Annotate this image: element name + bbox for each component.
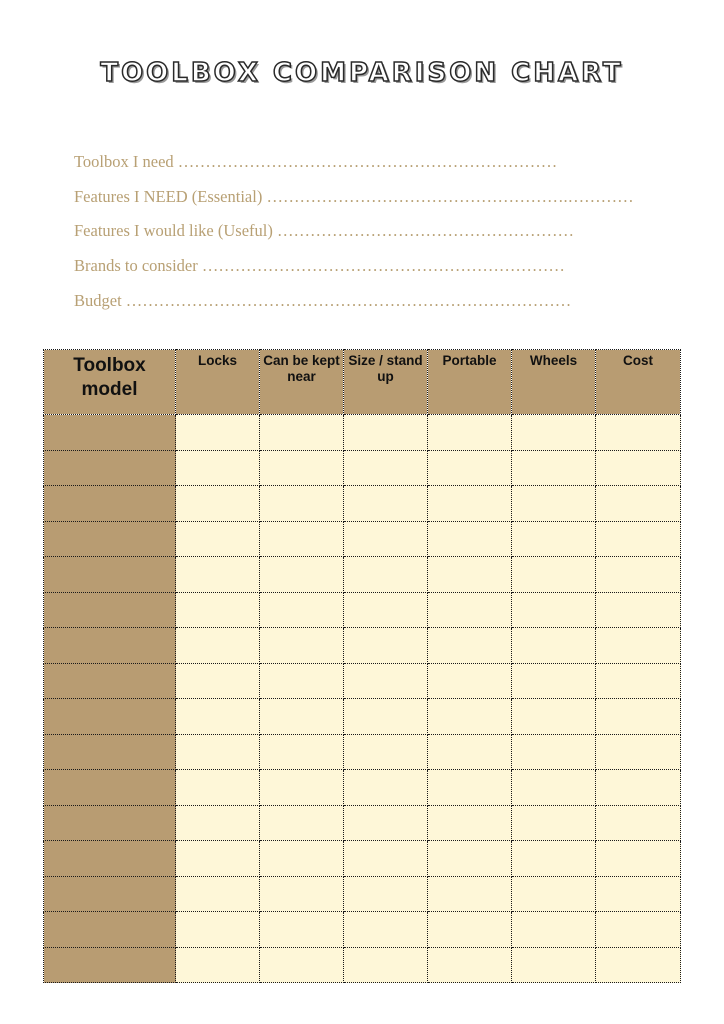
table-cell bbox=[428, 841, 512, 877]
table-cell bbox=[512, 415, 596, 451]
table-cell bbox=[428, 557, 512, 593]
table-cell bbox=[176, 770, 260, 806]
table-row bbox=[44, 805, 681, 841]
table-cell bbox=[512, 486, 596, 522]
field-label: Toolbox I need bbox=[74, 152, 174, 171]
field-budget bbox=[74, 289, 654, 324]
table-cell bbox=[344, 450, 428, 486]
field-label: Budget bbox=[74, 290, 122, 310]
table-cell bbox=[260, 592, 344, 628]
table-cell bbox=[176, 486, 260, 522]
table-cell bbox=[260, 557, 344, 593]
table-cell bbox=[344, 557, 428, 593]
table-cell bbox=[596, 734, 681, 770]
table-cell bbox=[512, 699, 596, 735]
field-fill-line: ………………………………………………………… bbox=[201, 256, 565, 276]
table-cell bbox=[596, 663, 681, 699]
table-cell bbox=[596, 415, 681, 451]
header-toolbox-model: Toolbox model bbox=[44, 350, 176, 415]
table-cell bbox=[344, 699, 428, 735]
table-cell bbox=[260, 770, 344, 806]
table-row bbox=[44, 557, 681, 593]
table-cell bbox=[260, 805, 344, 841]
table-cell bbox=[260, 521, 344, 557]
table-cell bbox=[344, 628, 428, 664]
table-row bbox=[44, 415, 681, 451]
table-cell bbox=[512, 912, 596, 948]
table-cell bbox=[176, 450, 260, 486]
requirements-fields bbox=[74, 150, 654, 323]
model-cell bbox=[44, 734, 176, 770]
table-cell bbox=[596, 805, 681, 841]
table-cell bbox=[428, 947, 512, 983]
table-cell bbox=[260, 947, 344, 983]
model-cell bbox=[44, 663, 176, 699]
table-cell bbox=[428, 415, 512, 451]
table-row bbox=[44, 841, 681, 877]
table-cell bbox=[260, 876, 344, 912]
table-cell bbox=[596, 486, 681, 522]
field-fill-line: ……………………………………………………………………… bbox=[125, 290, 572, 310]
header-can-be-kept-near: Can be kept near bbox=[260, 350, 344, 415]
table-cell bbox=[176, 628, 260, 664]
table-cell bbox=[176, 699, 260, 735]
table-cell bbox=[260, 628, 344, 664]
field-features-like bbox=[74, 219, 654, 254]
table-cell bbox=[344, 876, 428, 912]
table-cell bbox=[596, 628, 681, 664]
header-wheels: Wheels bbox=[512, 350, 596, 415]
table-cell bbox=[344, 734, 428, 770]
table-cell bbox=[512, 947, 596, 983]
table-cell bbox=[260, 450, 344, 486]
table-cell bbox=[260, 912, 344, 948]
table-cell bbox=[344, 770, 428, 806]
table-row bbox=[44, 770, 681, 806]
model-cell bbox=[44, 628, 176, 664]
table-cell bbox=[512, 841, 596, 877]
table-cell bbox=[512, 450, 596, 486]
table-row bbox=[44, 663, 681, 699]
table-cell bbox=[428, 486, 512, 522]
model-cell bbox=[44, 805, 176, 841]
table-cell bbox=[596, 770, 681, 806]
table-cell bbox=[344, 663, 428, 699]
table-row bbox=[44, 592, 681, 628]
table-cell bbox=[512, 734, 596, 770]
model-cell bbox=[44, 770, 176, 806]
table-cell bbox=[512, 770, 596, 806]
table-cell bbox=[428, 770, 512, 806]
table-row bbox=[44, 947, 681, 983]
header-size-stand-up: Size / stand up bbox=[344, 350, 428, 415]
table-row bbox=[44, 450, 681, 486]
table-cell bbox=[428, 699, 512, 735]
table-cell bbox=[176, 521, 260, 557]
table-cell bbox=[176, 557, 260, 593]
model-cell bbox=[44, 699, 176, 735]
table-cell bbox=[260, 663, 344, 699]
table-cell bbox=[512, 876, 596, 912]
table-row bbox=[44, 876, 681, 912]
header-cost: Cost bbox=[596, 350, 681, 415]
field-label: Features I NEED (Essential) bbox=[74, 186, 263, 206]
table-cell bbox=[596, 841, 681, 877]
model-cell bbox=[44, 557, 176, 593]
model-cell bbox=[44, 592, 176, 628]
model-cell bbox=[44, 521, 176, 557]
table-cell bbox=[344, 947, 428, 983]
table-cell bbox=[176, 734, 260, 770]
table-cell bbox=[344, 521, 428, 557]
table-row bbox=[44, 628, 681, 664]
table-cell bbox=[260, 734, 344, 770]
field-label: Brands to consider bbox=[74, 256, 198, 276]
header-locks: Locks bbox=[176, 350, 260, 415]
table-cell bbox=[428, 628, 512, 664]
table-cell bbox=[596, 592, 681, 628]
table-cell bbox=[260, 841, 344, 877]
table-cell bbox=[176, 415, 260, 451]
table-row bbox=[44, 486, 681, 522]
table-cell bbox=[596, 912, 681, 948]
model-cell bbox=[44, 486, 176, 522]
table-cell bbox=[428, 663, 512, 699]
table-cell bbox=[260, 486, 344, 522]
table-cell bbox=[596, 699, 681, 735]
field-brands bbox=[74, 254, 654, 289]
comparison-table bbox=[43, 349, 681, 983]
table-cell bbox=[512, 557, 596, 593]
table-cell bbox=[428, 734, 512, 770]
page-title: TOOLBOX COMPARISON CHART bbox=[100, 58, 624, 88]
table-cell bbox=[176, 805, 260, 841]
table-cell bbox=[344, 592, 428, 628]
table-row bbox=[44, 734, 681, 770]
field-features-need bbox=[74, 185, 654, 220]
table-cell bbox=[176, 592, 260, 628]
field-fill-line: …………………………………………………………… bbox=[177, 152, 558, 171]
table-cell bbox=[596, 450, 681, 486]
table-cell bbox=[596, 557, 681, 593]
table-cell bbox=[428, 876, 512, 912]
model-cell bbox=[44, 841, 176, 877]
table-row bbox=[44, 912, 681, 948]
table-cell bbox=[512, 628, 596, 664]
table-cell bbox=[344, 805, 428, 841]
table-cell bbox=[512, 521, 596, 557]
table-row bbox=[44, 521, 681, 557]
table-cell bbox=[260, 699, 344, 735]
model-cell bbox=[44, 876, 176, 912]
field-toolbox-need bbox=[74, 150, 654, 185]
table-cell bbox=[428, 592, 512, 628]
table-cell bbox=[344, 415, 428, 451]
field-label: Features I would like (Useful) bbox=[74, 221, 273, 241]
table-cell bbox=[344, 841, 428, 877]
table-header-row bbox=[44, 350, 681, 415]
table-cell bbox=[512, 805, 596, 841]
table-cell bbox=[428, 805, 512, 841]
table-cell bbox=[344, 912, 428, 948]
table-cell bbox=[596, 947, 681, 983]
table-cell bbox=[176, 947, 260, 983]
table-cell bbox=[176, 841, 260, 877]
table-cell bbox=[596, 876, 681, 912]
table-cell bbox=[176, 663, 260, 699]
table-cell bbox=[428, 450, 512, 486]
table-body bbox=[44, 415, 681, 983]
model-cell bbox=[44, 912, 176, 948]
field-fill-line: ……………………………………………….………… bbox=[266, 186, 634, 206]
table-cell bbox=[176, 912, 260, 948]
model-cell bbox=[44, 947, 176, 983]
table-cell bbox=[596, 521, 681, 557]
table-cell bbox=[512, 663, 596, 699]
model-cell bbox=[44, 450, 176, 486]
table-row bbox=[44, 699, 681, 735]
table-cell bbox=[428, 521, 512, 557]
field-fill-line: ……………………………………………… bbox=[277, 221, 574, 241]
header-portable: Portable bbox=[428, 350, 512, 415]
table-cell bbox=[260, 415, 344, 451]
table-cell bbox=[428, 912, 512, 948]
model-cell bbox=[44, 415, 176, 451]
table-cell bbox=[176, 876, 260, 912]
table-cell bbox=[512, 592, 596, 628]
table-cell bbox=[344, 486, 428, 522]
